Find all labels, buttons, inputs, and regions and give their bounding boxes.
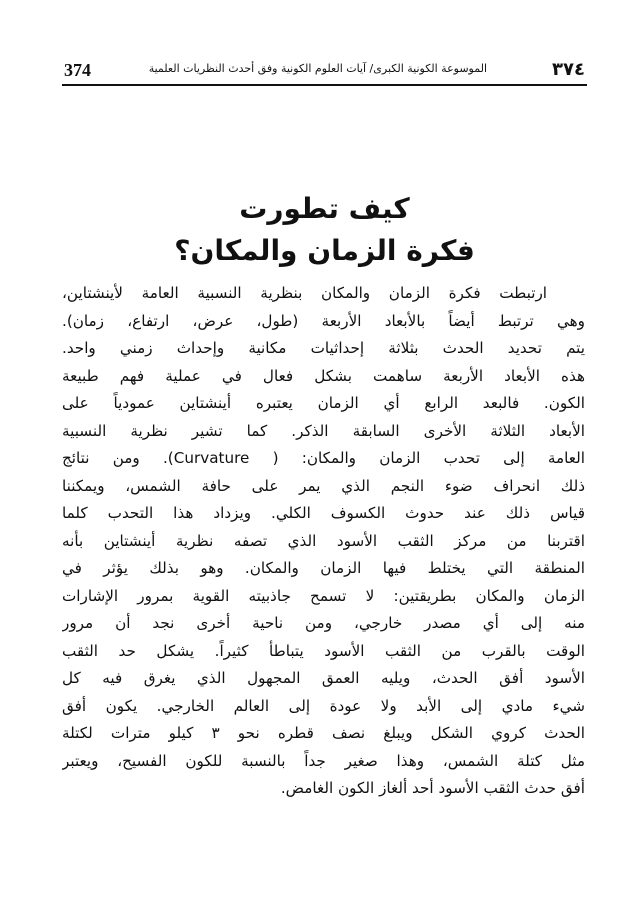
text-line: المنطقة التي يختلط فيها الزمان والمكان. وهو بذلك يؤثر في bbox=[62, 559, 585, 577]
title-line-2: فكرة الزمان والمكان؟ bbox=[174, 234, 475, 267]
header-divider bbox=[62, 84, 587, 86]
text-line: الزمان والمكان بطريقتين: لا تسمح جاذبيته القوية بمرور الإشارات bbox=[62, 586, 585, 605]
text-line: اقتربنا من مركز الثقب الأسود الذي تصفه نظرية أينشتاين بأنه bbox=[62, 531, 585, 550]
text-line: شيء مادي إلى الأبد ولا عودة إلى العالم الخارجي. يكون أفق bbox=[62, 696, 585, 715]
text-line: الوقت بالقرب من الثقب الأسود يتباطأ كثيراً. يشكل حد الثقب bbox=[62, 641, 585, 660]
text-line: الأسود أفق الحدث، ويليه العمق المجهول الذي يغرق فيه كل bbox=[62, 669, 585, 687]
text-line: العامة إلى تحدب الزمان والمكان: ( Curvature). ومن نتائج bbox=[62, 449, 585, 467]
text-line: أفق حدث الثقب الأسود أحد ألغاز الكون الغامض. bbox=[280, 779, 585, 797]
page-header bbox=[62, 58, 587, 82]
text-line: يتم تحديد الحدث بثلاثة إحداثيات مكانية وإحداث زمني واحد. bbox=[62, 339, 585, 357]
text-line: وهي ترتبط أيضاً بالأبعاد الأربعة (طول، عرض، ارتفاع، زمان). bbox=[62, 311, 585, 330]
text-line: هذه الأبعاد الأربعة ساهمت بشكل فعال في عملية فهم طبيعة bbox=[62, 366, 585, 385]
title-line-1: كيف تطورت bbox=[239, 192, 410, 225]
page-number-latin: 374 bbox=[64, 60, 91, 80]
page-number-arabic: ٣٧٤ bbox=[552, 59, 585, 80]
running-title: الموسوعة الكونية الكبرى/ آيات العلوم الكونية وفق أحدث النظريات العلمية bbox=[148, 62, 487, 75]
body-paragraph bbox=[62, 280, 585, 803]
text-line: منه إلى أي مصدر خارجي، ومن ناحية أخرى نجد أن مرور bbox=[62, 614, 585, 632]
text-line: الأبعاد الثلاثة الأخرى السابقة الذكر. كما تشير نظرية النسبية bbox=[62, 421, 585, 440]
text-line: مثل كتلة الشمس، وهذا صغير جداً بالنسبة للكون الفسيح، ويعتبر bbox=[62, 751, 585, 770]
text-line: ارتبطت فكرة الزمان والمكان بنظرية النسبية العامة لأينشتاين، bbox=[62, 284, 547, 302]
text-line: ذلك انحراف ضوء النجم الذي يمر على حافة الشمس، ويمكننا bbox=[62, 476, 585, 495]
text-line: الكون. فالبعد الرابع أي الزمان يعتبره أينشتاين عمودياً على bbox=[62, 394, 585, 412]
text-line: قياس ذلك عند حدوث الكسوف الكلي. ويزداد هذا التحدب كلما bbox=[62, 504, 585, 522]
chapter-title bbox=[62, 188, 587, 272]
text-line: الحدث كروي الشكل ويبلغ نصف قطره نحو ٣ كيلو مترات لكتلة bbox=[62, 724, 585, 742]
